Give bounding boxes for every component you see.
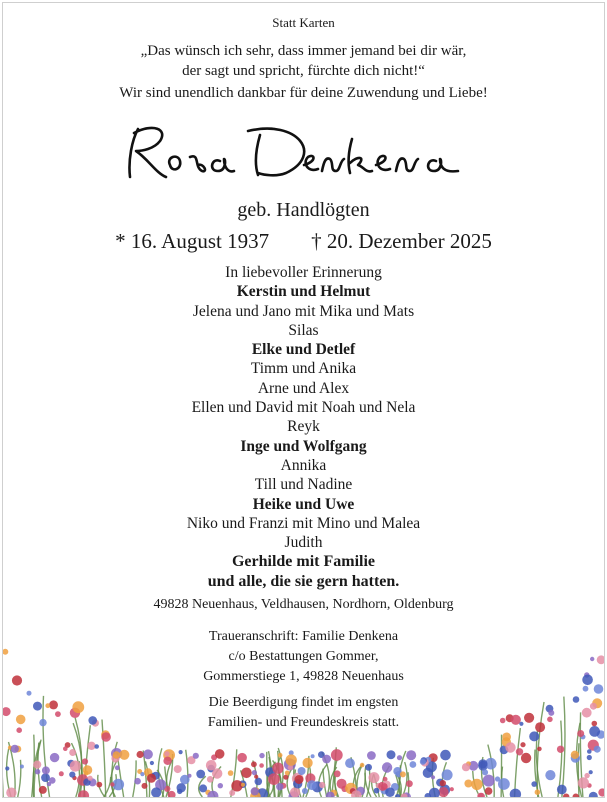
- mourner-line: Jelena und Jano mit Mika und Mats: [192, 302, 415, 320]
- mourners-intro: In liebevoller Erinnerung: [225, 264, 382, 281]
- mourner-line: Inge und Wolfgang: [240, 437, 367, 455]
- funeral-line-1: Die Beerdigung findet im engsten: [208, 695, 399, 710]
- mourner-line: Annika: [280, 456, 327, 474]
- mourner-line: Heike und Uwe: [252, 495, 355, 513]
- funeral-note: [3, 693, 604, 733]
- address-line-3: Gommerstiege 1, 49828 Neuenhaus: [203, 669, 404, 684]
- thanks-line: Wir sind unendlich dankbar für deine Zuwendung und Liebe!: [119, 85, 488, 101]
- address-line-2: c/o Bestattungen Gommer,: [228, 649, 379, 664]
- mourner-line: Timm und Anika: [250, 360, 357, 378]
- mourner-line: Kerstin und Helmut: [236, 283, 371, 301]
- towns-line: 49828 Neuenhaus, Veldhausen, Nordhorn, Oldenburg: [153, 597, 454, 612]
- mourning-address: [3, 627, 604, 687]
- quote-line-2: der sagt und spricht, fürchte dich nicht!“: [182, 63, 425, 79]
- mourner-line: Elke und Detlef: [251, 341, 356, 359]
- obituary-card: [2, 2, 605, 798]
- mourners-closing-1: Gerhilde mit Familie: [231, 553, 376, 571]
- quote: [3, 41, 604, 81]
- life-dates: [3, 229, 604, 254]
- signature-image: [108, 115, 498, 195]
- mourner-line: Niko und Franzi mit Mino und Malea: [186, 514, 421, 532]
- mourners-list: [3, 263, 604, 591]
- born-name: geb. Handlögten: [237, 199, 370, 221]
- mourner-line: Silas: [288, 321, 319, 339]
- death-date: † 20. Dezember 2025: [311, 229, 492, 253]
- mourner-line: Reyk: [287, 418, 320, 436]
- mourner-line: Judith: [284, 534, 323, 552]
- mourner-line: Ellen und David mit Noah und Nela: [191, 399, 416, 417]
- mourner-line: Arne und Alex: [257, 379, 350, 397]
- mourners-closing-2: und alle, die sie gern hatten.: [207, 572, 400, 590]
- funeral-line-2: Familien- und Freundeskreis statt.: [207, 715, 400, 730]
- quote-line-1: „Das wünsch ich sehr, dass immer jemand bei dir wär,: [140, 43, 467, 59]
- birth-date: * 16. August 1937: [115, 229, 270, 253]
- statt-karten-label: Statt Karten: [272, 15, 335, 30]
- mourner-line: Till und Nadine: [254, 476, 353, 494]
- address-line-1: Traueranschrift: Familie Denkena: [208, 629, 399, 644]
